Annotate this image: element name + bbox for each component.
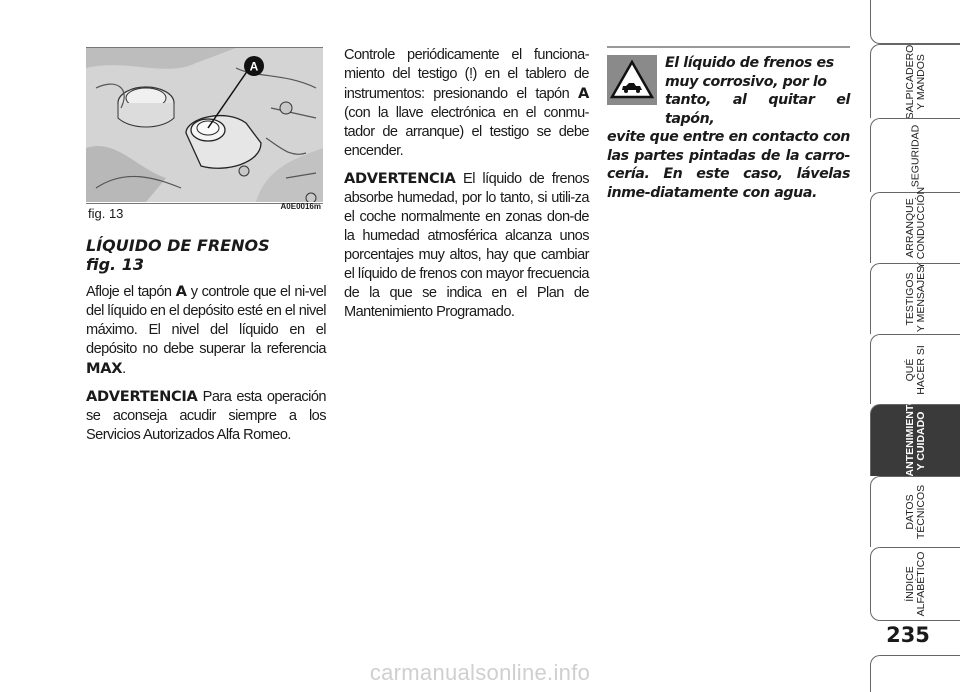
paragraph-warning-light: Controle periódicamente el funciona-miento del testigo (!) en el tablero de instrumentos: presionando el tapón A (con la llave electrónica en el conmu-tador de arranque) el testigo se debe encender. [344, 47, 589, 159]
tab-que-hacer[interactable]: QUÉ HACER SI [870, 334, 960, 404]
brake-reservoir-illustration [86, 48, 323, 202]
middle-column [344, 46, 589, 330]
marker-a: A [249, 59, 259, 74]
corrosive-warning-icon [607, 55, 657, 105]
tab-indice[interactable]: ÍNDICE ALFABÉTICO [870, 547, 960, 621]
section-subheading: fig. 13 [86, 255, 144, 274]
figure-caption [86, 202, 323, 221]
section-heading: LÍQUIDO DE FRENOS [86, 236, 270, 255]
warning-box [607, 46, 850, 202]
figure-label: fig. 13 [88, 206, 124, 221]
tab-mantenimiento[interactable]: MANTENIMIENTO Y CUIDADO [870, 404, 960, 476]
tab-arranque[interactable]: ARRANQUE Y CONDUCCIÓN [870, 192, 960, 263]
tab-salpicadero[interactable]: SALPICADERO Y MANDOS [870, 44, 960, 118]
tab-datos[interactable]: DATOS TÉCNICOS [870, 476, 960, 547]
engine-bay-figure [86, 47, 323, 202]
chapter-tabs [870, 0, 960, 692]
paragraph-check-level: Afloje el tapón A y controle que el ni-vel del líquido en el depósito esté en el nivel máximo. El nivel del líquido en el depósito no debe superar la referencia MAX. [86, 283, 327, 377]
figure-code: A0E0016m [280, 202, 321, 211]
page-number: 235 [886, 623, 930, 647]
paragraph-humidity: ADVERTENCIA El líquido de frenos absorbe humedad, por lo tanto, si utili-za el coche normalmente en zonas don-de la humedad atmosférica alcanza unos porcentajes muy altos, hay que cambiar el líquido de frenos con mayor frecuencia de la que se indica en el Plan de Mantenimiento Programado. [344, 170, 589, 320]
left-column [86, 236, 326, 453]
warning-text: El líquido de frenos es muy corrosivo, por lo tanto, al quitar el tapón, evite que entre en contacto con las partes pintadas de la carro-cería. En este caso, lávelas inme-diatamente con agua. [607, 55, 850, 201]
tab-testigos[interactable]: TESTIGOS Y MENSAJES [870, 263, 960, 334]
tab-seguridad[interactable]: SEGURIDAD [870, 118, 960, 192]
watermark: carmanualsonline.info [369, 660, 591, 685]
paragraph-advice: ADVERTENCIA Para esta operación se aconseja acudir siempre a los Servicios Autorizados Alfa Romeo. [86, 388, 326, 443]
brake-warning-icon: (!) [464, 66, 477, 82]
tab-blank-top [870, 0, 960, 44]
